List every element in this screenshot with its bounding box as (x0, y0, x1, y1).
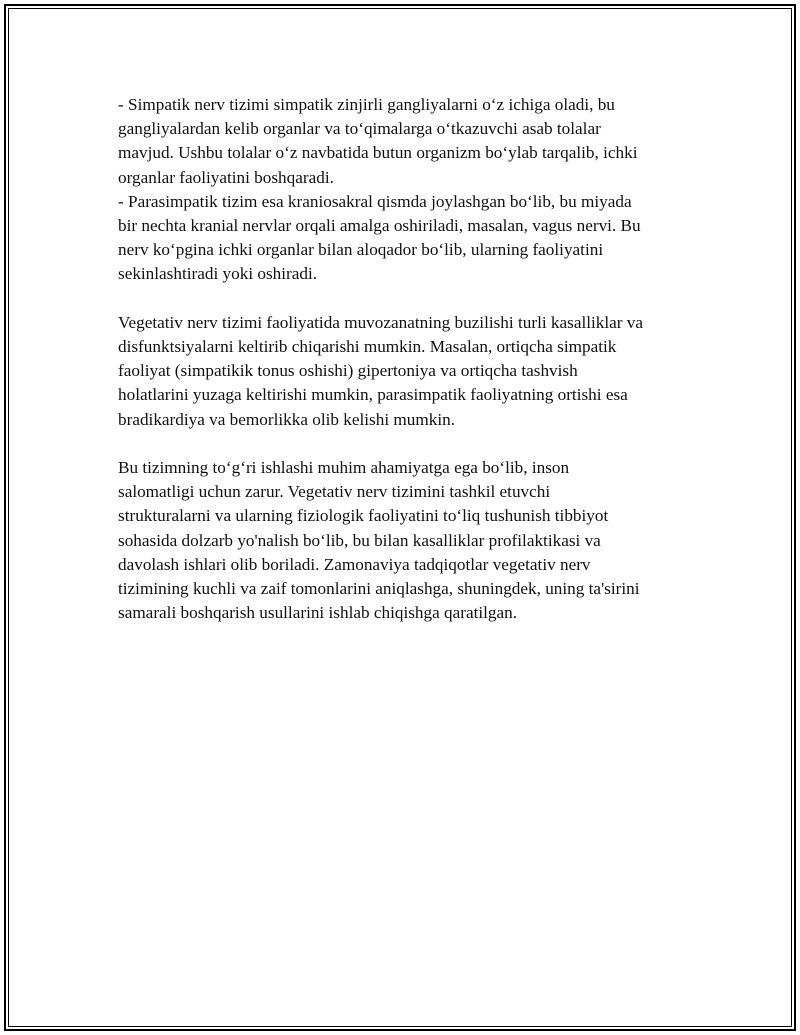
text-line: holatlarini yuzaga keltirishi mumkin, parasimpatik faoliyatning ortishi esa (118, 385, 628, 405)
text-line: strukturalarni va ularning fiziologik faoliyatini toʻliq tushunish tibbiyot (118, 506, 609, 526)
paragraph-imbalance (118, 311, 693, 432)
text-line: organlar faoliyatini boshqaradi. (118, 167, 334, 187)
text-line: bir nechta kranial nervlar orqali amalga oshiriladi, masalan, vagus nervi. Bu (118, 216, 641, 236)
text-line: bradikardiya va bemorlikka olib kelishi mumkin. (118, 409, 455, 429)
paragraph-importance (118, 456, 693, 625)
text-line: davolash ishlari olib boriladi. Zamonaviya tadqiqotlar vegetativ nerv (118, 554, 591, 574)
text-line: - Parasimpatik tizim esa kraniosakral qismda joylashgan boʻlib, bu miyada (118, 191, 632, 211)
text-line: Bu tizimning toʻgʻri ishlashi muhim ahamiyatga ega boʻlib, inson (118, 458, 570, 478)
document-body (118, 93, 693, 650)
text-line: sohasida dolzarb yo'nalish boʻlib, bu bilan kasalliklar profilaktikasi va (118, 530, 601, 550)
text-line: sekinlashtiradi yoki oshiradi. (118, 264, 318, 284)
paragraph-nerve-divisions (118, 93, 693, 287)
text-line: - Simpatik nerv tizimi simpatik zinjirli gangliyalarni oʻz ichiga oladi, bu (118, 95, 615, 114)
text-line: tizimining kuchli va zaif tomonlarini aniqlashga, shuningdek, uning ta'sirini (118, 579, 640, 599)
text-line: nerv koʻpgina ichki organlar bilan aloqador boʻlib, ularning faoliyatini (118, 240, 604, 260)
text-line: Vegetativ nerv tizimi faoliyatida muvozanatning buzilishi turli kasalliklar va (118, 312, 644, 332)
text-line: faoliyat (simpatikik tonus oshishi) gipertoniya va ortiqcha tashvish (118, 361, 578, 381)
text-line: samarali boshqarish usullarini ishlab chiqishga qaratilgan. (118, 603, 518, 623)
text-line: gangliyalardan kelib organlar va toʻqimalarga oʻtkazuvchi asab tolalar (118, 119, 601, 139)
text-line: mavjud. Ushbu tolalar oʻz navbatida butun organizm boʻylab tarqalib, ichki (118, 143, 638, 163)
text-line: disfunktsiyalarni keltirib chiqarishi mumkin. Masalan, ortiqcha simpatik (118, 337, 617, 357)
text-line: salomatligi uchun zarur. Vegetativ nerv tizimini tashkil etuvchi (118, 482, 551, 502)
